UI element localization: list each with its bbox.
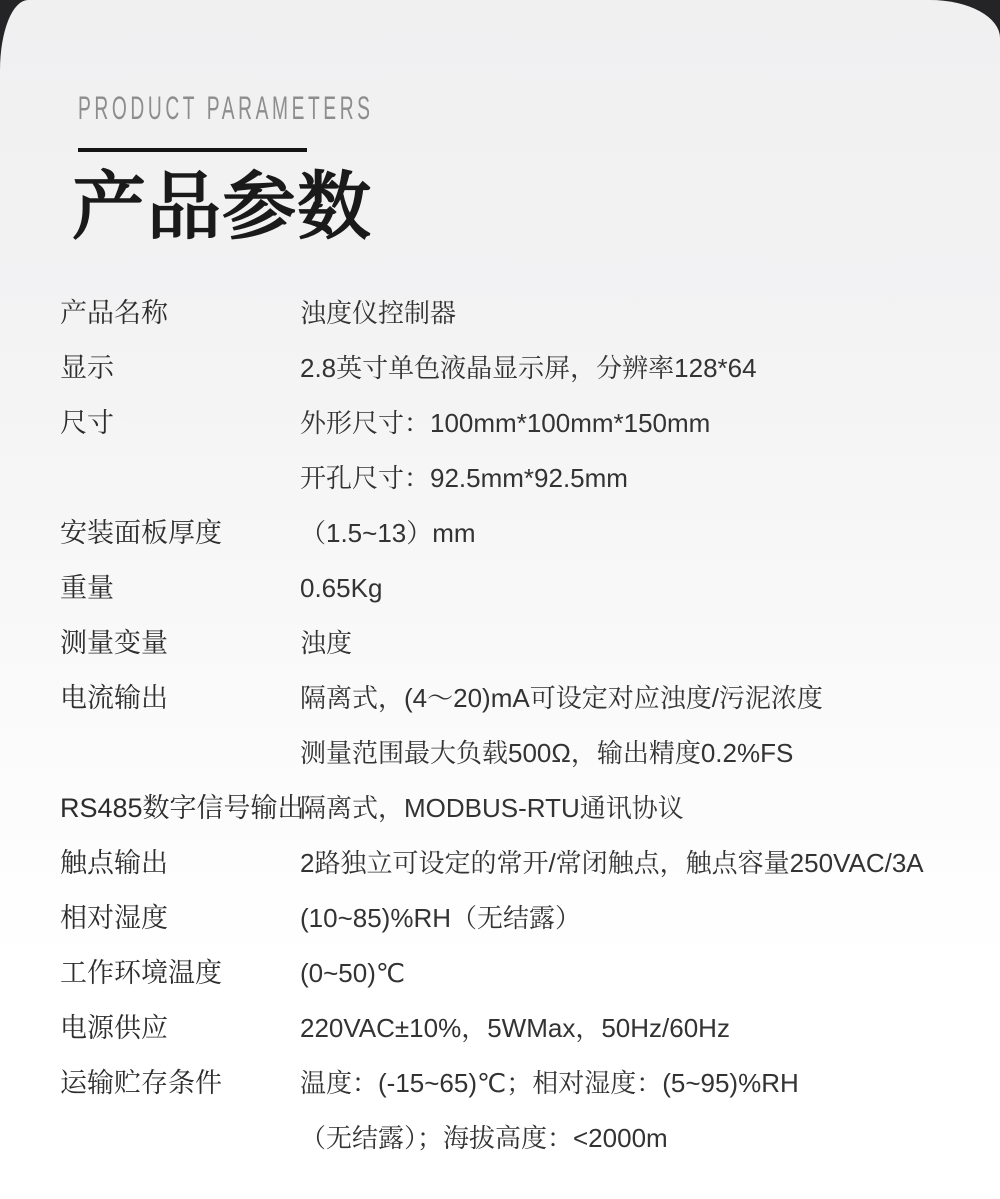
spec-value-line: 温度：(-15~65)℃；相对湿度：(5~95)%RH xyxy=(300,1068,799,1099)
spec-row xyxy=(60,671,960,781)
spec-value-line: 2.8英寸单色液晶显示屏，分辨率128*64 xyxy=(300,353,757,384)
spec-row xyxy=(60,286,960,341)
spec-values xyxy=(300,836,960,891)
spec-label: 运输贮存条件 xyxy=(60,1068,222,1099)
section-header xyxy=(0,92,1000,249)
spec-value-line: (0~50)℃ xyxy=(300,958,406,989)
spec-values xyxy=(300,506,960,561)
spec-values xyxy=(300,396,960,506)
spec-row xyxy=(60,781,960,836)
spec-label: 电源供应 xyxy=(60,1013,168,1044)
spec-label: 显示 xyxy=(60,353,114,384)
spec-value-line: 开孔尺寸：92.5mm*92.5mm xyxy=(300,463,628,494)
spec-row xyxy=(60,1001,960,1056)
spec-value-line: 浊度 xyxy=(300,628,353,659)
spec-row xyxy=(60,1056,960,1166)
spec-value-line: 浊度仪控制器 xyxy=(300,298,457,329)
header-divider xyxy=(78,148,307,152)
spec-values xyxy=(300,341,960,396)
spec-label: 重量 xyxy=(60,573,114,604)
spec-values xyxy=(300,1001,960,1056)
spec-row xyxy=(60,891,960,946)
spec-row xyxy=(60,616,960,671)
spec-row xyxy=(60,341,960,396)
spec-row xyxy=(60,946,960,1001)
spec-value-line: 外形尺寸：100mm*100mm*150mm xyxy=(300,408,711,439)
spec-values xyxy=(300,781,960,836)
spec-label: RS485数字信号输出 xyxy=(60,793,305,824)
spec-row xyxy=(60,561,960,616)
spec-list xyxy=(60,286,960,1166)
spec-label: 电流输出 xyxy=(60,683,168,714)
spec-label: 产品名称 xyxy=(60,298,168,329)
spec-values xyxy=(300,671,960,781)
spec-value-line: 0.65Kg xyxy=(300,573,383,604)
spec-label: 触点输出 xyxy=(60,848,168,879)
spec-value-line: 测量范围最大负载500Ω，输出精度0.2%FS xyxy=(300,738,794,769)
spec-value-line: 隔离式，MODBUS-RTU通讯协议 xyxy=(300,793,684,824)
spec-label: 尺寸 xyxy=(60,408,114,439)
spec-value-line: 隔离式，(4～20)mA可设定对应浊度/污泥浓度 xyxy=(300,683,823,714)
spec-label: 安装面板厚度 xyxy=(60,518,222,549)
spec-label: 工作环境温度 xyxy=(60,958,222,989)
spec-value-line: （无结露）；海拔高度：<2000m xyxy=(300,1123,668,1154)
spec-row xyxy=(60,836,960,891)
spec-value-line: 220VAC±10%，5WMax，50Hz/60Hz xyxy=(300,1013,730,1044)
spec-values xyxy=(300,1056,960,1166)
spec-values xyxy=(300,946,960,1001)
section-title: 产品参数 xyxy=(72,165,372,248)
spec-values xyxy=(300,561,960,616)
section-eyebrow: PRODUCT PARAMETERS xyxy=(78,90,374,126)
spec-values xyxy=(300,891,960,946)
spec-value-line: （1.5~13）mm xyxy=(300,518,476,549)
spec-row xyxy=(60,396,960,506)
spec-values xyxy=(300,616,960,671)
spec-label: 相对湿度 xyxy=(60,903,168,934)
spec-value-line: 2路独立可设定的常开/常闭触点，触点容量250VAC/3A xyxy=(300,848,924,879)
spec-values xyxy=(300,286,960,341)
spec-value-line: (10~85)%RH（无结露） xyxy=(300,903,582,934)
spec-row xyxy=(60,506,960,561)
spec-label: 测量变量 xyxy=(60,628,168,659)
